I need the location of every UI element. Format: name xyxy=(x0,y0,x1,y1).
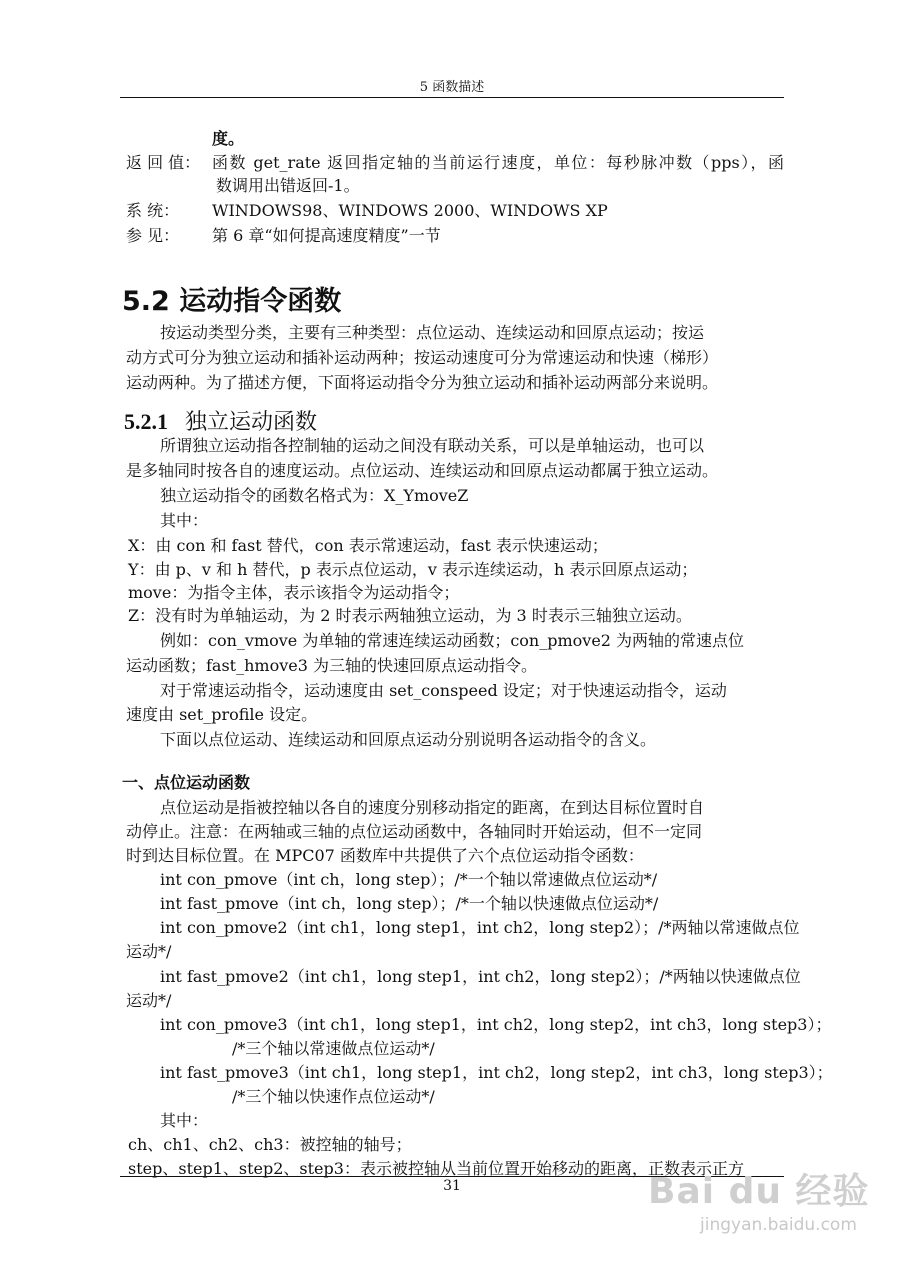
func-con-pmove2: int con_pmove2（int ch1，long step1，int ch2，long step2）；/*两轴以常速做点位 xyxy=(160,918,800,937)
subsection-para-line-1: 所谓独立运动指各控制轴的运动之间没有联动关系，可以是单轴运动，也可以 xyxy=(160,436,705,455)
def-x: X：由 con 和 fast 替代，con 表示常速运动，fast 表示快速运动； xyxy=(128,536,608,555)
func-fast-pmove: int fast_pmove（int ch，long step）；/*一个轴以快速做点位运动*/ xyxy=(160,894,659,913)
intro-next-text: 下面以点位运动、连续运动和回原点运动分别说明各运动指令的含义。 xyxy=(160,730,657,749)
def-move: move：为指令主体，表示该指令为运动指令； xyxy=(128,583,460,602)
header-rule xyxy=(120,97,784,98)
func-con-pmove2-cont: 运动*/ xyxy=(126,942,172,961)
baidu-watermark-logo: Bai du 经验 xyxy=(648,1171,870,1212)
func-fast-pmove2: int fast_pmove2（int ch1，long step1，int ch2，long step2）；/*两轴以快速做点位 xyxy=(160,967,801,986)
def-z: Z：没有时为单轴运动，为 2 时表示两轴独立运动，为 3 时表示三轴独立运动。 xyxy=(128,606,692,625)
func-fast-pmove3: int fast_pmove3（int ch1，long step1，int ch2，long step2，int ch3，long step3）； xyxy=(160,1063,833,1082)
continued-text: 度。 xyxy=(212,129,245,148)
point-motion-title: 一、点位运动函数 xyxy=(122,773,251,792)
example-line-2: 运动函数；fast_hmove3 为三轴的快速回原点运动指令。 xyxy=(126,656,537,675)
speed-line-1: 对于常速运动指令，运动速度由 set_conspeed 设定；对于快速运动指令，运动 xyxy=(160,681,727,700)
system-label: 系 统： xyxy=(126,201,180,220)
point-para-line-1: 点位运动是指被控轴以各自的速度分别移动指定的距离，在到达目标位置时自 xyxy=(160,798,705,817)
system-text: WINDOWS98、WINDOWS 2000、WINDOWS XP xyxy=(212,201,608,220)
func-con-pmove3-comment: /*三个轴以常速做点位运动*/ xyxy=(232,1039,435,1058)
baidu-watermark-url: jingyan.baidu.com xyxy=(700,1215,857,1235)
see-also-text: 第 6 章“如何提高速度精度”一节 xyxy=(212,226,441,245)
where-label: 其中： xyxy=(160,511,209,530)
point-where-label: 其中： xyxy=(160,1111,209,1130)
section-title: 5.2 运动指令函数 xyxy=(122,286,342,317)
param-step: step、step1、step2、step3：表示被控轴从当前位置开始移动的距离，正数表示正方 xyxy=(128,1159,744,1178)
page-number: 31 xyxy=(443,1178,461,1194)
return-label: 返 回 值： xyxy=(126,153,201,172)
point-para-line-3: 时到达目标位置。在 MPC07 函数库中共提供了六个点位运动指令函数： xyxy=(126,846,644,865)
func-fast-pmove2-cont: 运动*/ xyxy=(126,991,172,1010)
point-para-line-2: 动停止。注意：在两轴或三轴的点位运动函数中，各轴同时开始运动，但不一定同 xyxy=(126,822,703,841)
subsection-title xyxy=(124,405,317,436)
param-ch: ch、ch1、ch2、ch3：被控轴的轴号； xyxy=(128,1135,412,1154)
section-para-line-2: 动方式可分为独立运动和插补运动两种；按运动速度可分为常速运动和快速（梯形） xyxy=(126,348,719,367)
func-fast-pmove3-comment: /*三个轴以快速作点位运动*/ xyxy=(232,1087,435,1106)
section-para-line-3: 运动两种。为了描述方便，下面将运动指令分为独立运动和插补运动两部分来说明。 xyxy=(126,373,719,392)
subsection-name: 独立运动函数 xyxy=(185,410,318,435)
return-text-2: 数调用出错返回-1。 xyxy=(216,176,360,195)
see-also-label: 参 见： xyxy=(126,226,180,245)
return-text-1: 函数 get_rate 返回指定轴的当前运行速度，单位：每秒脉冲数（pps），函 xyxy=(212,153,784,172)
section-para-line-1: 按运动类型分类，主要有三种类型：点位运动、连续运动和回原点运动；按运 xyxy=(160,323,705,342)
name-format-text: 独立运动指令的函数名格式为：X_YmoveZ xyxy=(160,486,469,505)
func-con-pmove: int con_pmove（int ch，long step）；/*一个轴以常速做点位运动*/ xyxy=(160,870,658,889)
subsection-number: 5.2.1 xyxy=(124,409,168,434)
running-header: 5 函数描述 xyxy=(419,80,485,95)
func-con-pmove3: int con_pmove3（int ch1，long step1，int ch2，long step2，int ch3，long step3）； xyxy=(160,1015,832,1034)
speed-line-2: 速度由 set_profile 设定。 xyxy=(126,705,318,724)
subsection-para-line-2: 是多轴同时按各自的速度运动。点位运动、连续运动和回原点运动都属于独立运动。 xyxy=(126,461,719,480)
example-line-1: 例如：con_vmove 为单轴的常速连续运动函数；con_pmove2 为两轴的常速点位 xyxy=(160,631,745,650)
def-y: Y：由 p、v 和 h 替代，p 表示点位运动，v 表示连续运动，h 表示回原点运动； xyxy=(128,560,698,579)
